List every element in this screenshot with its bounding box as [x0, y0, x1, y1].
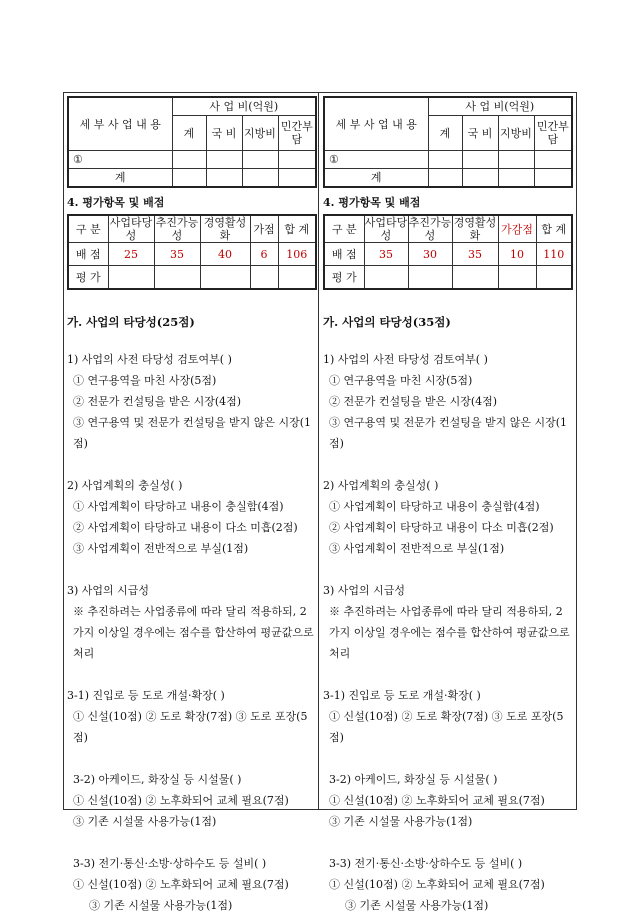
cell — [462, 151, 498, 169]
subsection-title: 가. 사업의 타당성(35점) — [323, 315, 451, 329]
criterion-option: ① 사업계획이 타당하고 내용이 충실함(4점) — [329, 500, 540, 513]
criterion-option: ③ 연구용역 및 전문가 컨설팅을 받지 않은 시장(1점) — [329, 416, 568, 450]
cell — [462, 169, 498, 188]
left-column — [67, 96, 315, 916]
total-label: 계 — [324, 169, 428, 188]
score-value: 35 — [364, 243, 408, 266]
cost-sub-header: 지방비 — [242, 116, 278, 151]
criterion-option: ① 신설(10점) ② 도로 확장(7점) ③ 도로 포장(5점) — [329, 710, 564, 744]
criterion-heading: 2) 사업계획의 충실성( ) — [67, 479, 183, 492]
criterion-heading: 1) 사업의 사전 타당성 검토여부( ) — [67, 353, 232, 366]
criterion-option: ③ 연구용역 및 전문가 컨설팅을 받지 않은 시장(1점) — [73, 416, 312, 450]
cell — [408, 266, 452, 290]
score-header: 합 계 — [278, 215, 316, 243]
cost-sub-header: 계 — [172, 116, 206, 151]
section-title: 4. 평가항목 및 배점 — [323, 196, 421, 209]
cell — [242, 151, 278, 169]
cell — [364, 266, 408, 290]
eval-row-label: 평 가 — [324, 266, 364, 290]
score-value: 10 — [498, 243, 536, 266]
cell — [428, 151, 462, 169]
cost-header: 사 업 비(억원) — [172, 97, 316, 116]
criterion-option: ① 연구용역을 마친 사장(5점) — [73, 374, 217, 387]
cell — [242, 169, 278, 188]
criterion-option: ① 신설(10점) ② 노후화되어 교체 필요(7점) — [329, 794, 545, 807]
cost-sub-header: 민간부담 — [534, 116, 572, 151]
budget-table — [67, 96, 317, 188]
cell — [536, 266, 572, 290]
cell — [172, 151, 206, 169]
cell — [172, 169, 206, 188]
cell — [154, 266, 200, 290]
cost-sub-header: 지방비 — [498, 116, 534, 151]
section-title: 4. 평가항목 및 배점 — [67, 196, 165, 209]
criterion-option: ① 신설(10점) ② 노후화되어 교체 필요(7점) — [73, 878, 289, 891]
criterion-option: ① 신설(10점) ② 노후화되어 교체 필요(7점) — [73, 794, 289, 807]
score-value: 35 — [452, 243, 498, 266]
score-row-label: 배 점 — [68, 243, 108, 266]
score-header: 경영활성화 — [453, 216, 497, 242]
cell — [534, 151, 572, 169]
score-value: 25 — [108, 243, 154, 266]
score-value: 35 — [154, 243, 200, 266]
criterion-option: ③ 사업계획이 전반적으로 부실(1점) — [329, 542, 505, 555]
criterion-option: ① 신설(10점) ② 도로 확장(7점) ③ 도로 포장(5점) — [73, 710, 308, 744]
criterion-option: ③ 사업계획이 전반적으로 부실(1점) — [73, 542, 249, 555]
cell — [278, 266, 316, 290]
score-value: 40 — [200, 243, 250, 266]
cell — [278, 151, 316, 169]
score-header: 추진가능성 — [155, 216, 199, 242]
cell — [200, 266, 250, 290]
criterion-heading: 3-3) 전기·통신·소방·상하수도 등 설비( ) — [329, 857, 523, 870]
note: ※ 추진하려는 사업종류에 따라 달리 적용하되, 2가지 이상일 경우에는 점수를 합산하여 평균값으로 처리 — [329, 605, 570, 660]
cell — [206, 169, 242, 188]
cell — [428, 169, 462, 188]
cost-sub-header: 국 비 — [462, 116, 498, 151]
criterion-heading: 3-2) 아케이드, 화장실 등 시설물( ) — [73, 773, 242, 786]
right-column — [323, 96, 571, 916]
criterion-option: ③ 기존 시설물 사용가능(1점) — [73, 815, 217, 828]
criterion-heading: 2) 사업계획의 충실성( ) — [323, 479, 439, 492]
budget-table — [323, 96, 573, 188]
row-label: ① — [324, 151, 428, 169]
criterion-heading: 3-1) 진입로 등 도로 개설·확장( ) — [67, 689, 225, 702]
score-header: 사업타당성 — [364, 216, 408, 242]
criterion-option: ③ 기존 시설물 사용가능(1점) — [89, 899, 233, 912]
criterion-option: ③ 기존 시설물 사용가능(1점) — [329, 815, 473, 828]
detail-header: 세 부 사 업 내 용 — [68, 97, 172, 151]
criterion-option: ② 전문가 컨설팅을 받은 시장(4점) — [329, 395, 498, 408]
cell — [206, 151, 242, 169]
total-label: 계 — [68, 169, 172, 188]
row-label: ① — [68, 151, 172, 169]
column-divider — [318, 92, 319, 810]
cost-sub-header: 국 비 — [206, 116, 242, 151]
cell — [498, 151, 534, 169]
cell — [498, 169, 534, 188]
cost-header: 사 업 비(억원) — [428, 97, 572, 116]
criterion-heading: 1) 사업의 사전 타당성 검토여부( ) — [323, 353, 488, 366]
score-value: 110 — [536, 243, 572, 266]
criterion-heading: 3-2) 아케이드, 화장실 등 시설물( ) — [329, 773, 498, 786]
cell — [498, 266, 536, 290]
note: ※ 추진하려는 사업종류에 따라 달리 적용하되, 2가지 이상일 경우에는 점수를 합산하여 평균값으로 처리 — [73, 605, 314, 660]
score-header: 추진가능성 — [408, 216, 452, 242]
subsection-title: 가. 사업의 타당성(25점) — [67, 315, 195, 329]
score-table — [67, 214, 317, 290]
score-row-label: 배 점 — [324, 243, 364, 266]
cost-sub-header: 민간부담 — [278, 116, 316, 151]
score-header: 구 분 — [68, 215, 108, 243]
cell — [452, 266, 498, 290]
score-value: 6 — [250, 243, 278, 266]
cost-sub-header: 계 — [428, 116, 462, 151]
score-table — [323, 214, 573, 290]
cell — [278, 169, 316, 188]
score-header: 사업타당성 — [109, 216, 153, 242]
criterion-heading: 3-3) 전기·통신·소방·상하수도 등 설비( ) — [73, 857, 267, 870]
criterion-option: ② 전문가 컨설팅을 받은 시장(4점) — [73, 395, 242, 408]
detail-header: 세 부 사 업 내 용 — [324, 97, 428, 151]
criterion-option: ③ 기존 시설물 사용가능(1점) — [345, 899, 489, 912]
cell — [250, 266, 278, 290]
criterion-option: ① 사업계획이 타당하고 내용이 충실함(4점) — [73, 500, 284, 513]
score-header-highlight: 가감점 — [498, 215, 536, 243]
cell — [534, 169, 572, 188]
criterion-heading: 3-1) 진입로 등 도로 개설·확장( ) — [323, 689, 481, 702]
score-header: 경영활성화 — [200, 215, 250, 243]
cell — [108, 266, 154, 290]
score-header: 가점 — [250, 215, 278, 243]
criterion-option: ② 사업계획이 타당하고 내용이 다소 미흡(2점) — [329, 521, 554, 534]
score-value: 106 — [278, 243, 316, 266]
score-header: 구 분 — [324, 215, 364, 243]
criterion-option: ① 신설(10점) ② 노후화되어 교체 필요(7점) — [329, 878, 545, 891]
criterion-option: ① 연구용역을 마친 시장(5점) — [329, 374, 473, 387]
criterion-heading: 3) 사업의 시급성 — [67, 584, 150, 597]
criterion-heading: 3) 사업의 시급성 — [323, 584, 406, 597]
eval-row-label: 평 가 — [68, 266, 108, 290]
score-header: 합 계 — [536, 215, 572, 243]
criterion-option: ② 사업계획이 타당하고 내용이 다소 미흡(2점) — [73, 521, 298, 534]
score-value: 30 — [408, 243, 452, 266]
